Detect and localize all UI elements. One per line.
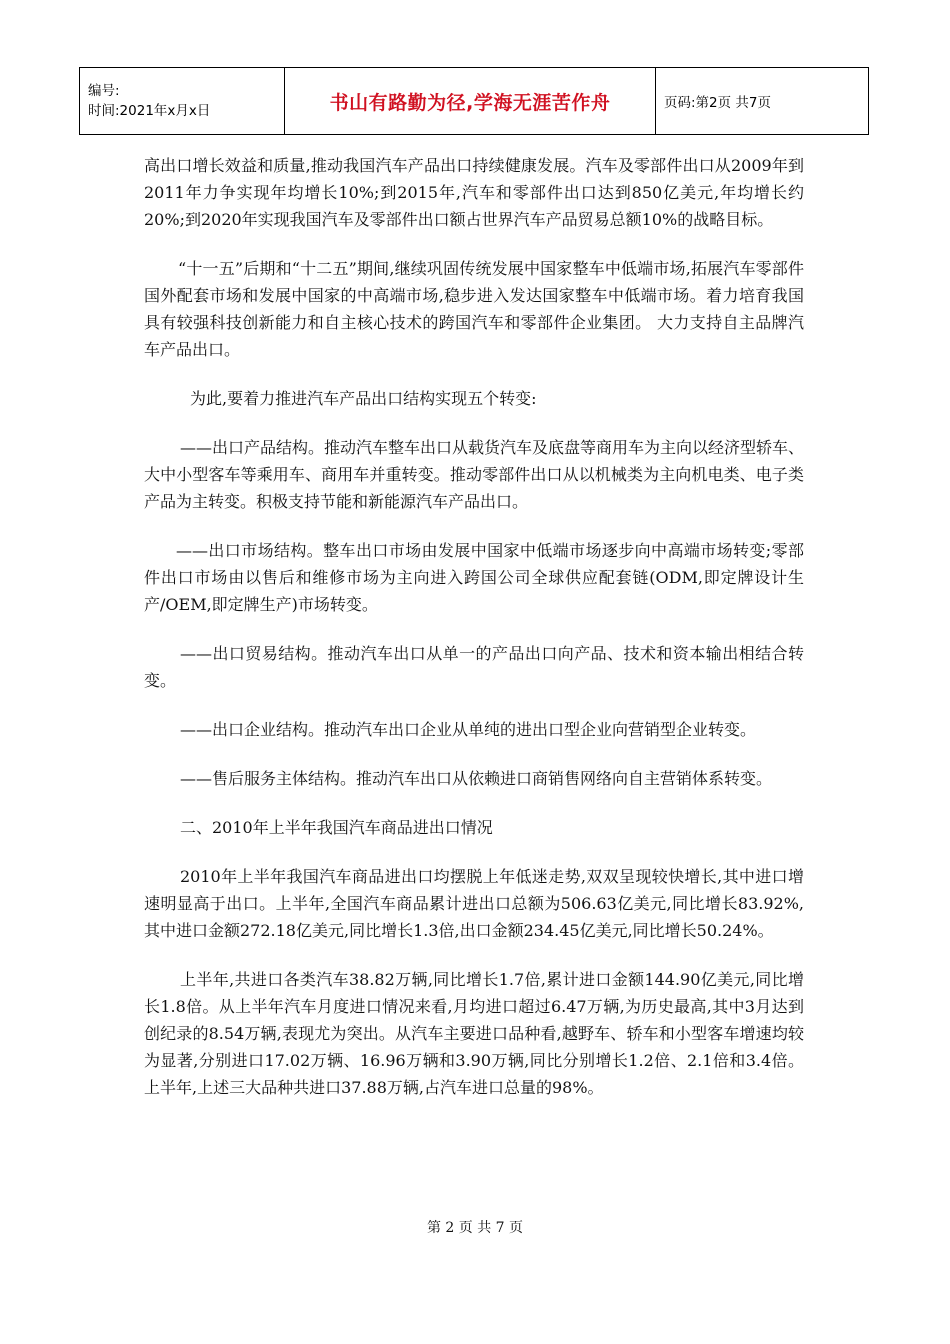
document-body xyxy=(144,152,804,1123)
page-footer: 第 2 页 共 7 页 xyxy=(426,1220,524,1236)
document-date: 时间:2021年x月x日 xyxy=(88,103,211,119)
header-page-info: 页码:第2页 共7页 xyxy=(656,68,869,135)
paragraph: 高出口增长效益和质量,推动我国汽车产品出口持续健康发展。汽车及零部件出口从2009年到2011年力争实现年均增长10%;到2015年,汽车和零部件出口达到850亿美元,年均增长约20%;到2020年实现我国汽车及零部件出口额占世界汽车产品贸易总额10%的战略目标。 xyxy=(144,156,804,229)
page-header xyxy=(79,67,869,135)
header-meta xyxy=(80,68,285,135)
paragraph: 2010年上半年我国汽车商品进出口均摆脱上年低迷走势,双双呈现较快增长,其中进口增速明显高于出口。上半年,全国汽车商品累计进出口总额为506.63亿美元,同比增长83.92%,其中进口金额272.18亿美元,同比增长1.3倍,出口金额234.45亿美元,同比增长50.24%。 xyxy=(144,867,804,940)
paragraph: ——出口市场结构。整车出口市场由发展中国家中低端市场逐步向中高端市场转变;零部件出口市场由以售后和维修市场为主向进入跨国公司全球供应配套链(ODM,即定牌设计生产/OEM,即定牌生产)市场转变。 xyxy=(144,541,804,614)
paragraph: “十一五”后期和“十二五”期间,继续巩固传统发展中国家整车中低端市场,拓展汽车零部件国外配套市场和发展中国家的中高端市场,稳步进入发达国家整车中低端市场。着力培育我国具有较强科技创新能力和自主核心技术的跨国汽车和零部件企业集团。 大力支持自主品牌汽车产品出口。 xyxy=(144,259,804,359)
paragraph: ——出口贸易结构。推动汽车出口从单一的产品出口向产品、技术和资本输出相结合转变。 xyxy=(144,644,804,690)
section-heading: 二、2010年上半年我国汽车商品进出口情况 xyxy=(180,818,493,837)
paragraph: ——出口企业结构。推动汽车出口企业从单纯的进出口型企业向营销型企业转变。 xyxy=(180,720,757,739)
paragraph: 上半年,共进口各类汽车38.82万辆,同比增长1.7倍,累计进口金额144.90亿美元,同比增长1.8倍。从上半年汽车月度进口情况来看,月均进口超过6.47万辆,为历史最高,其中3月达到创纪录的8.54万辆,表现尤为突出。从汽车主要进口品种看,越野车、轿车和小型客车增速均较为显著,分别进口17.02万辆、16.96万辆和3.90万辆,同比分别增长1.2倍、2.1倍和3.4倍。上半年,上述三大品种共进口37.88万辆,占汽车进口总量的98%。 xyxy=(144,970,804,1097)
document-number-label: 编号: xyxy=(88,83,120,99)
paragraph: ——出口产品结构。推动汽车整车出口从载货汽车及底盘等商用车为主向以经济型轿车、大中小型客车等乘用车、商用车并重转变。推动零部件出口从以机械类为主向机电类、电子类产品为主转变。积极支持节能和新能源汽车产品出口。 xyxy=(144,438,805,511)
paragraph: ——售后服务主体结构。推动汽车出口从依赖进口商销售网络向自主营销体系转变。 xyxy=(180,769,773,788)
header-motto: 书山有路勤为径,学海无涯苦作舟 xyxy=(285,68,656,135)
paragraph: 为此,要着力推进汽车产品出口结构实现五个转变: xyxy=(190,389,537,408)
